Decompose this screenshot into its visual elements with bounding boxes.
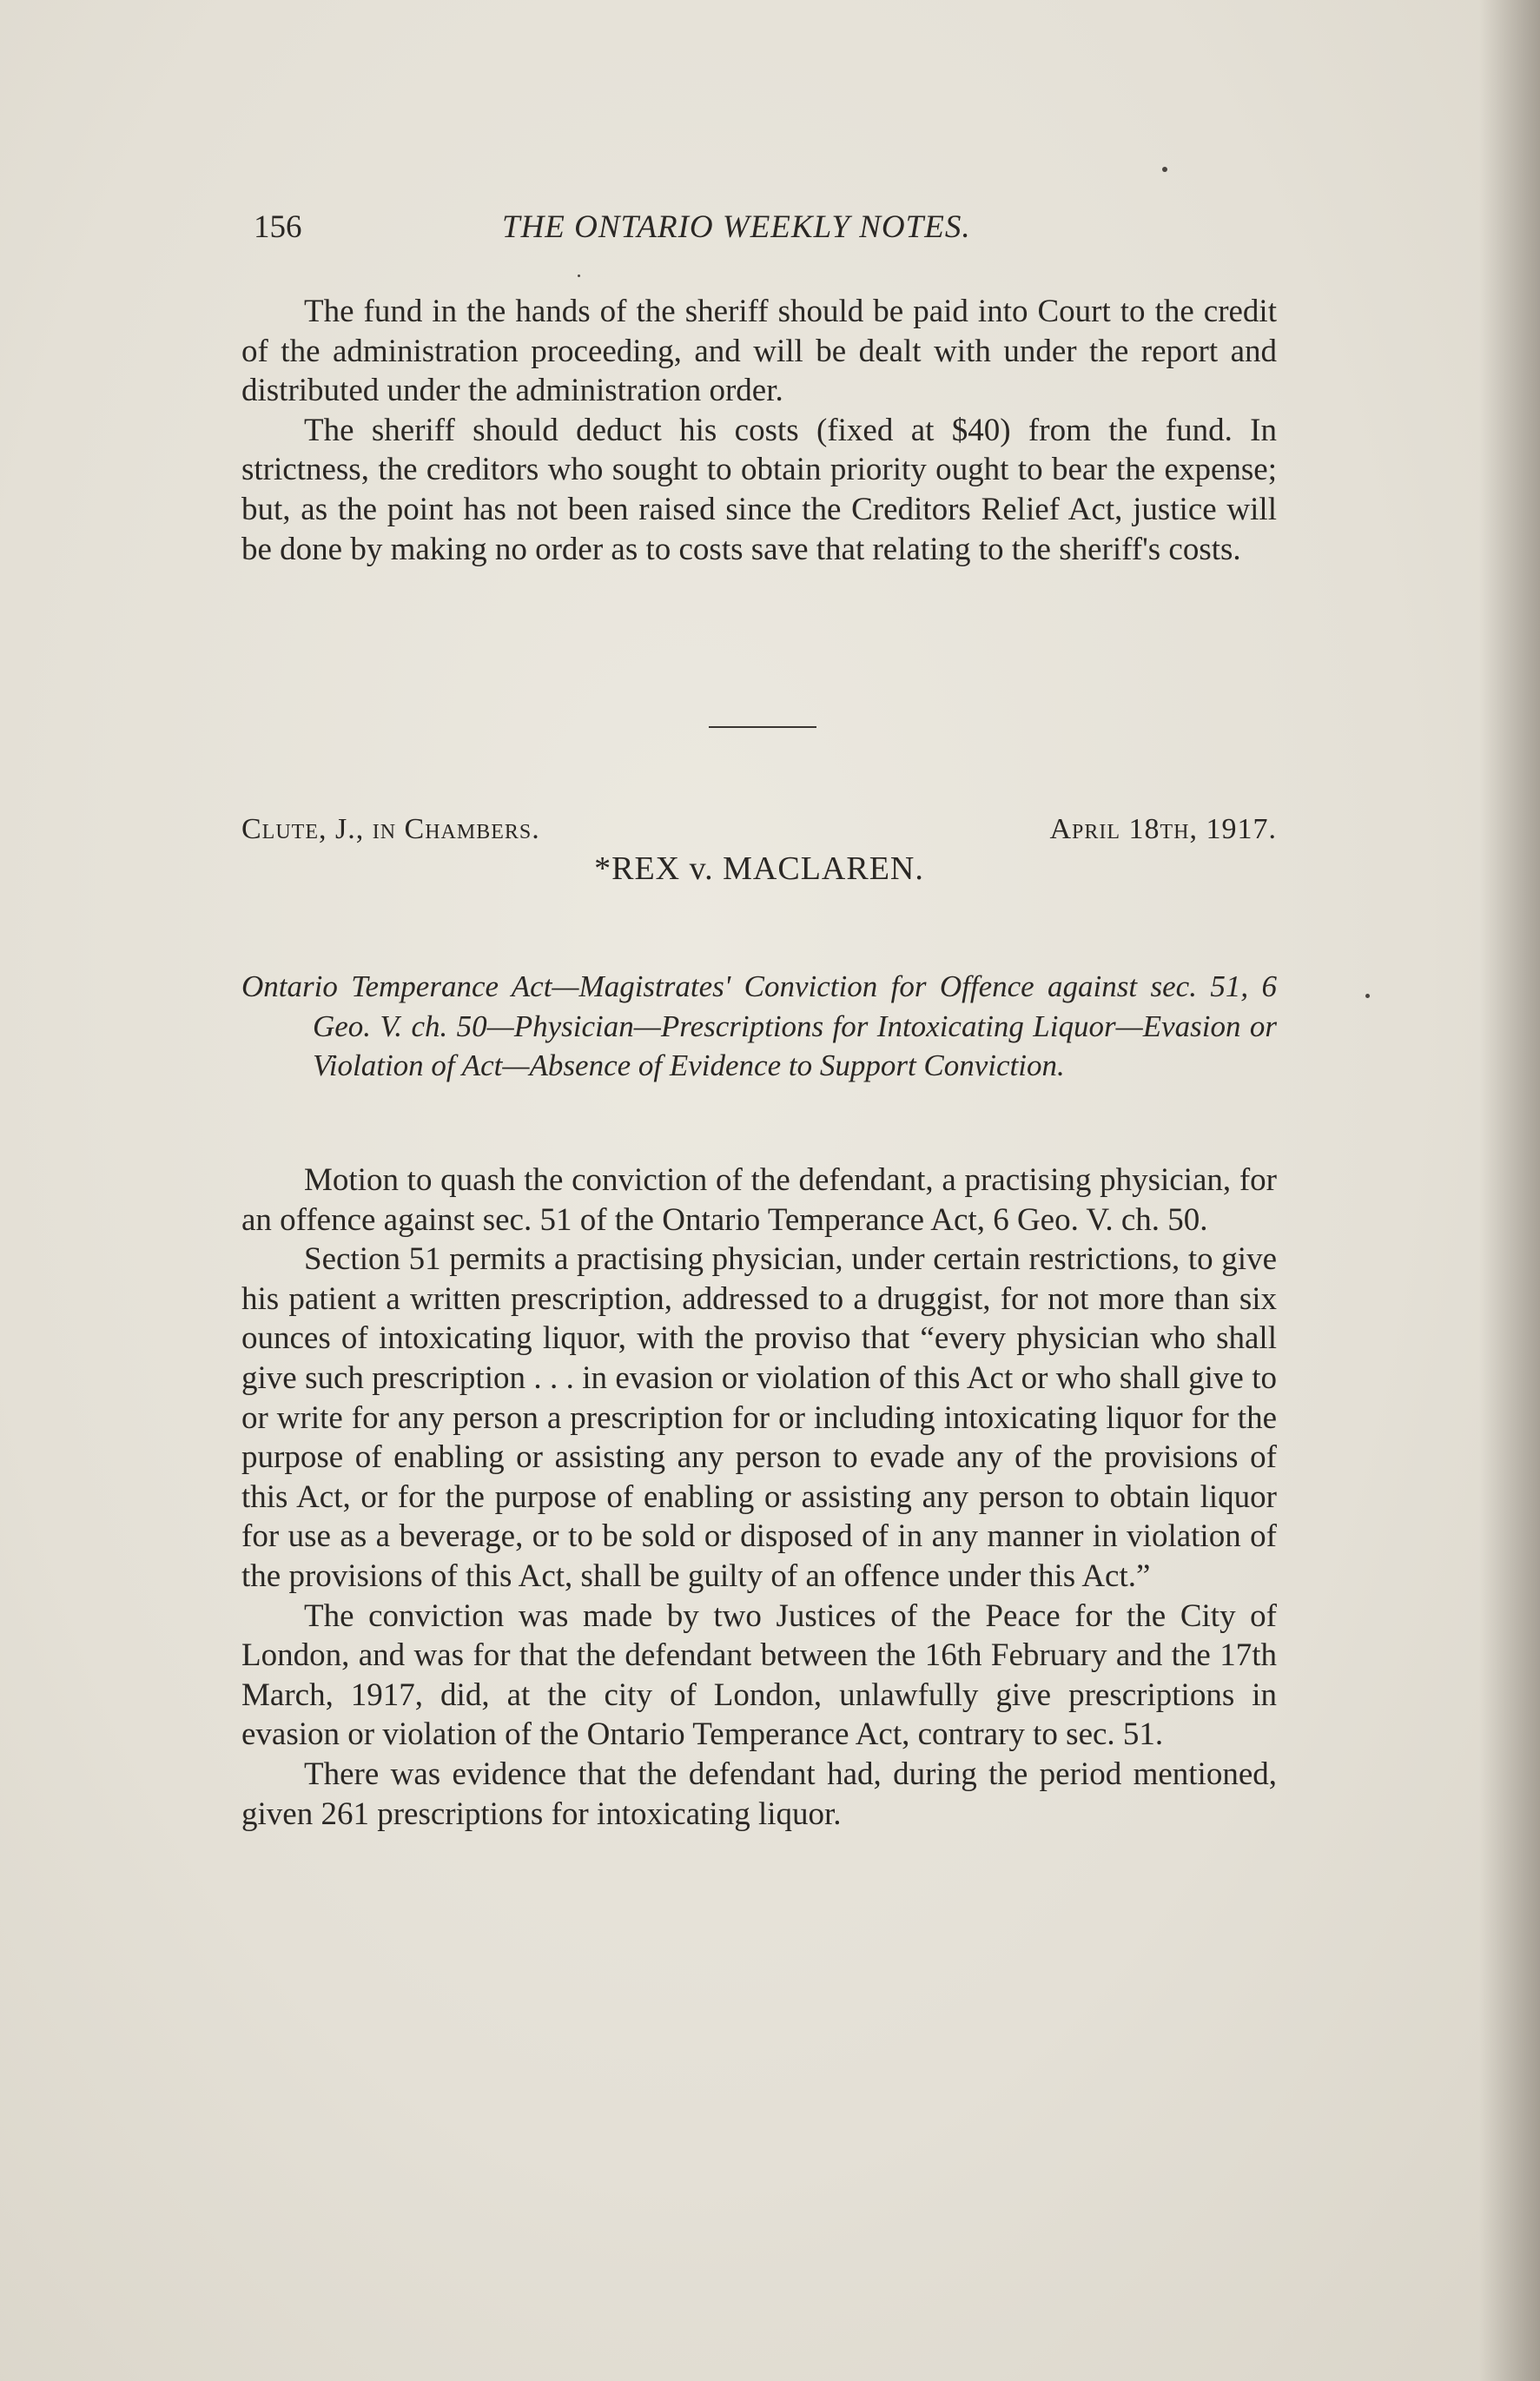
- court-name: Clute, J., in Chambers.: [241, 813, 540, 845]
- journal-title: THE ONTARIO WEEKLY NOTES.: [502, 209, 971, 245]
- case-title: *REX v. MACLAREN.: [594, 850, 924, 887]
- headnote: Ontario Temperance Act—Magistrates' Conviction for Offence against sec. 51, 6 Geo. V. ch. 50—Physician—Prescriptions for Intoxicating Liquor—Evasion or Violation of Act—Absence of Evidence to Support Conviction.: [241, 969, 1277, 1082]
- top-section: [241, 292, 1277, 569]
- paragraph-fund: The fund in the hands of the sheriff should be paid into Court to the credit of the administration proceeding, and will be dealt with under the report and distributed under the administration order.: [241, 294, 1277, 409]
- scan-speck: [578, 274, 580, 277]
- body-section: [241, 1161, 1277, 1834]
- section-divider: [709, 726, 816, 728]
- paragraph-costs: The sheriff should deduct his costs (fixed at $40) from the fund. In strictness, the creditors who sought to obtain priority ought to bear the expense; but, as the point has not been raised since the Creditors Relief Act, justice will be done by making no order as to costs save that relating to the sheriff's costs.: [241, 412, 1277, 567]
- court-line: [241, 813, 1277, 846]
- page-number: 156: [254, 209, 302, 245]
- paragraph-section-51: Section 51 permits a practising physician, under certain restrictions, to give his patient a written prescription, addressed to a druggist, for not more than six ounces of intoxicating liquor, with the proviso that “every physician who shall give such prescription . . . in evasion or violation of this Act or who shall give to or write for any person a prescription for or including intoxicating liquor for the purpose of enabling or assisting any person to evade any of the provisions of this Act, or for the purpose of enabling or assisting any person to obtain liquor for use as a beverage, or to be sold or disposed of in any manner in violation of the provisions of this Act, shall be guilty of an offence under this Act.”: [241, 1241, 1277, 1594]
- paragraph-conviction: The conviction was made by two Justices of the Peace for the City of London, and was for that the defendant between the 16th February and the 17th March, 1917, did, at the city of London, unlawfully give prescriptions in evasion or violation of the Ontario Temperance Act, contrary to sec. 51.: [241, 1597, 1277, 1753]
- scan-speck: [1365, 994, 1370, 998]
- paragraph-evidence: There was evidence that the defendant had, during the period mentioned, given 261 prescriptions for intoxicating liquor.: [241, 1756, 1277, 1832]
- decision-date: April 18th, 1917.: [1049, 813, 1277, 845]
- scan-speck: [1162, 167, 1167, 172]
- paragraph-motion: Motion to quash the conviction of the defendant, a practising physician, for an offence against sec. 51 of the Ontario Temperance Act, 6 Geo. V. ch. 50.: [241, 1162, 1277, 1238]
- page-edge-shadow: [1479, 0, 1540, 2381]
